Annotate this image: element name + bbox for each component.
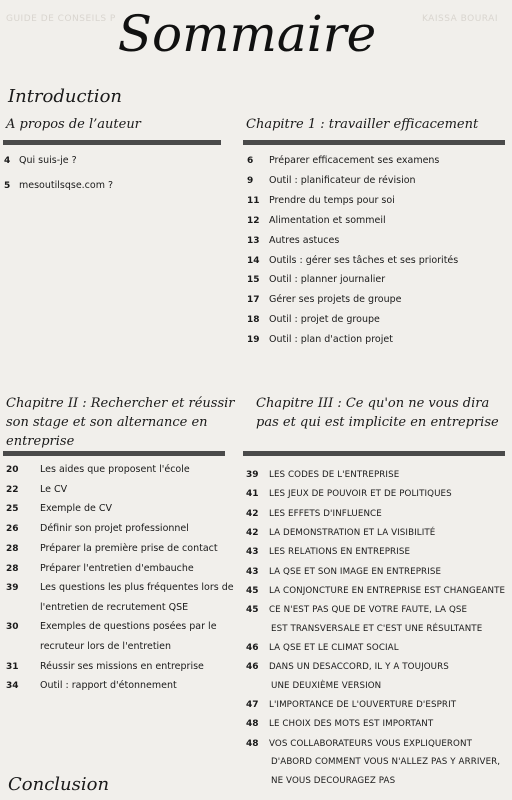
toc-entry-title-continued: EST TRANSVERSALE ET C'EST UNE RÉSULTANTE: [271, 623, 483, 634]
page-title: Sommaire: [117, 5, 377, 63]
header: [0, 0, 512, 68]
toc-entry-title: LA QSE ET LE CLIMAT SOCIAL: [269, 642, 399, 653]
toc-entry-title: Le CV: [40, 483, 68, 495]
toc-page-number: 43: [246, 566, 259, 577]
toc-page-number: 46: [246, 642, 259, 653]
toc-page-number: 41: [246, 489, 259, 500]
toc-entry-title: Préparer l'entretien d'embauche: [40, 562, 194, 574]
toc-entry-title-continued: l'entretien de recrutement QSE: [40, 601, 189, 613]
toc-entry-title: Les aides que proposent l'école: [40, 464, 190, 475]
toc-entry-title: Outils : gérer ses tâches et ses priorités: [269, 254, 459, 266]
about-author-title: A propos de l’auteur: [6, 117, 141, 132]
toc-entry-title: Préparer la première prise de contact: [40, 542, 218, 554]
toc-page-number: 4: [4, 156, 11, 166]
toc-page-number: 48: [246, 738, 259, 749]
toc-page-number: 47: [246, 700, 259, 710]
introduction-heading: Introduction: [8, 86, 122, 107]
toc-entry-title: Exemple de CV: [40, 503, 112, 515]
toc-entry-title: Exemples de questions posées par le: [40, 621, 217, 633]
toc-page-number: 31: [6, 661, 19, 672]
toc-page-number: 26: [6, 524, 19, 535]
toc-page-number: 30: [6, 622, 19, 633]
toc-page-number: 9: [247, 175, 254, 186]
toc-entry-title: Les questions les plus fréquentes lors de: [40, 582, 234, 594]
toc-entry-title: Alimentation et sommeil: [269, 214, 386, 226]
toc-page-number: 28: [6, 563, 19, 574]
toc-page-number: 11: [247, 195, 260, 206]
toc-page-number: 46: [246, 662, 259, 673]
toc-page-number: 25: [6, 504, 19, 515]
toc-entry-title: Gérer ses projets de groupe: [269, 294, 402, 306]
toc-entry-title: LE CHOIX DES MOTS EST IMPORTANT: [269, 719, 434, 730]
toc-entry-title: Autres astuces: [269, 234, 340, 246]
toc-page-number: 13: [247, 235, 260, 246]
toc-entry-title: Outil : planificateur de révision: [269, 174, 416, 186]
toc-entry-title: LA DEMONSTRATION ET LA VISIBILITÉ: [269, 527, 436, 538]
toc-page-number: 20: [6, 465, 19, 475]
toc-page-number: 39: [246, 470, 259, 480]
toc-page-number: 39: [6, 583, 19, 594]
chapter2-title: [6, 394, 235, 451]
toc-entry-title: Outil : planner journalier: [269, 274, 386, 286]
toc-entry-title: LES RELATIONS EN ENTREPRISE: [269, 547, 411, 558]
toc-page-number: 48: [246, 719, 259, 730]
toc-page-number: 19: [247, 335, 260, 346]
toc-entry-title: DANS UN DESACCORD, IL Y A TOUJOURS: [269, 662, 449, 673]
toc-page-number: 45: [246, 605, 259, 616]
toc-entry-title: Outil : rapport d'étonnement: [40, 680, 177, 692]
toc-page-number: 42: [246, 508, 259, 519]
chapter2-title-line: son stage et son alternance en: [6, 415, 208, 430]
chapter3-title-line: pas et qui est implicite en entreprise: [256, 415, 499, 430]
toc-entry-title-continued: NE VOUS DECOURAGEZ PAS: [271, 775, 396, 786]
chapter3-title-line: Chapitre III : Ce qu'on ne vous dira: [256, 396, 490, 411]
toc-page-number: 12: [247, 215, 260, 226]
toc-entry-title: LES JEUX DE POUVOIR ET DE POLITIQUES: [269, 489, 452, 500]
toc-page-number: 28: [6, 543, 19, 554]
toc-entry-title: Prendre du temps pour soi: [269, 194, 395, 206]
toc-page-number: 43: [246, 547, 259, 558]
toc-entry-title: Préparer efficacement ses examens: [269, 155, 440, 166]
toc-entry-title-continued: UNE DEUXIÈME VERSION: [271, 680, 382, 691]
toc-entry-title: LA CONJONCTURE EN ENTREPRISE EST CHANGEANTE: [269, 585, 506, 596]
toc-entry-title-continued: recruteur lors de l'entretien: [40, 640, 172, 652]
toc-entry-title: LES EFFETS D'INFLUENCE: [269, 508, 382, 519]
chapter2-title-line: entreprise: [6, 434, 75, 449]
toc-entry-title: CE N'EST PAS QUE DE VOTRE FAUTE, LA QSE: [269, 605, 468, 616]
toc-entry-title: LA QSE ET SON IMAGE EN ENTREPRISE: [269, 566, 442, 577]
toc-page-number: 6: [247, 156, 254, 166]
chapter3-title: [256, 394, 499, 432]
toc-entry-title: VOS COLLABORATEURS VOUS EXPLIQUERONT: [269, 738, 473, 749]
chapter2-title-line: Chapitre II : Rechercher et réussir: [6, 396, 235, 411]
header-guide-label: GUIDE DE CONSEILS P: [6, 14, 116, 24]
chapter3-rule: [243, 451, 505, 456]
toc-page-number: 34: [6, 681, 19, 692]
toc-page-number: 42: [246, 527, 259, 538]
toc-entry-title: Outil : plan d'action projet: [269, 334, 393, 346]
about-author-rule: [3, 140, 221, 145]
header-author-label: KAISSA BOURAI: [421, 14, 498, 24]
toc-page-number: 17: [247, 295, 260, 306]
toc-page-number: 18: [247, 315, 260, 326]
chapter2-rule: [3, 451, 225, 456]
toc-entry-title: Réussir ses missions en entreprise: [40, 660, 204, 672]
toc-entry-title: mesoutilsqse.com ?: [19, 180, 114, 191]
toc-entry-title: Définir son projet professionnel: [40, 523, 189, 535]
toc-page-number: 14: [247, 255, 260, 266]
toc-entry-title: Outil : projet de groupe: [269, 314, 380, 326]
toc-entry-title-continued: D'ABORD COMMENT VOUS N'ALLEZ PAS Y ARRIVER,: [271, 757, 501, 768]
toc-entry-title: Qui suis-je ?: [19, 155, 77, 166]
toc-page-number: 45: [246, 585, 259, 596]
toc-page-number: 22: [6, 484, 19, 495]
toc-page-number: 5: [4, 181, 11, 191]
toc-entry-title: LES CODES DE L'ENTREPRISE: [269, 470, 400, 480]
toc-entry-title: L'IMPORTANCE DE L'OUVERTURE D'ESPRIT: [269, 700, 457, 710]
conclusion-heading: Conclusion: [8, 774, 110, 795]
chapter1-rule: [243, 140, 505, 145]
chapter1-title: Chapitre 1 : travailler efficacement: [246, 117, 479, 132]
toc-page-number: 15: [247, 275, 260, 286]
